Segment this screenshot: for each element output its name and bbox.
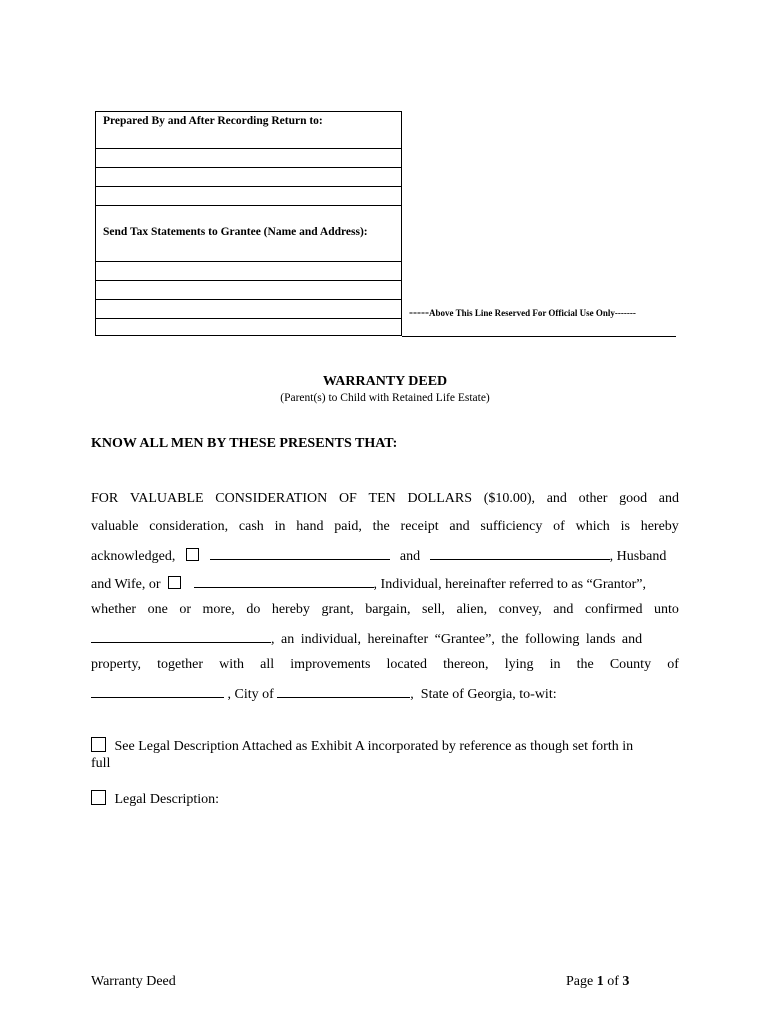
word: sufficiency (480, 519, 543, 534)
body-line-3 (91, 546, 679, 566)
legal-attached-option (91, 737, 681, 756)
word: thereon, (443, 657, 489, 672)
legal-description-checkbox[interactable] (91, 790, 106, 805)
word: sell, (421, 602, 445, 617)
word: unto (654, 602, 679, 617)
know-all-men-heading: KNOW ALL MEN BY THESE PRESENTS THAT: (91, 436, 398, 451)
word: VALUABLE (129, 491, 204, 506)
footer-document-name: Warranty Deed (91, 974, 176, 989)
word: and (553, 602, 574, 617)
grantee-address-line-2[interactable] (96, 280, 401, 281)
grantee-address-line-3[interactable] (96, 299, 401, 300)
word: OF (338, 491, 357, 506)
word: hand (296, 519, 324, 534)
word: the (576, 657, 594, 672)
husband-text: , Husband (609, 549, 667, 564)
word: located (386, 657, 427, 672)
state-text: , State of Georgia, to-wit: (410, 687, 557, 702)
word: FOR (91, 491, 119, 506)
word: confirmed (584, 602, 643, 617)
county-field[interactable] (91, 684, 224, 698)
individual-checkbox[interactable] (168, 576, 181, 589)
body-line-2 (91, 518, 679, 536)
word: consideration, (149, 519, 229, 534)
word: do (246, 602, 261, 617)
word: and (546, 491, 567, 506)
word: DOLLARS (407, 491, 472, 506)
page-number (566, 974, 629, 990)
return-to-line-2[interactable] (96, 167, 401, 168)
word: County (609, 657, 652, 672)
grantee-address-line-4[interactable] (96, 318, 401, 319)
word: hereby (271, 602, 310, 617)
word: of (667, 657, 679, 672)
word: lying (504, 657, 534, 672)
word: in (549, 657, 561, 672)
official-use-text: Above This Line Reserved For Official Use Only------- (428, 308, 636, 318)
return-to-line-4[interactable] (96, 205, 401, 206)
page-of: of (603, 974, 623, 989)
document-subtitle: (Parent(s) to Child with Retained Life Estate) (280, 392, 490, 404)
word: and (449, 519, 470, 534)
husband-name-field[interactable] (210, 546, 390, 560)
grantee-address-line-1[interactable] (96, 261, 401, 262)
grantee-name-field[interactable] (91, 629, 271, 643)
word: other (578, 491, 608, 506)
word: good (619, 491, 648, 506)
word: the (372, 519, 390, 534)
body-line-7 (91, 656, 679, 674)
word: in (274, 519, 286, 534)
word: more, (202, 602, 235, 617)
word: alien, (456, 602, 488, 617)
word: whether (91, 602, 137, 617)
grantee-text: , an individual, hereinafter “Grantee”, the following lands and (271, 632, 643, 647)
recording-info-box (95, 111, 402, 336)
and-wife-or-text: and Wife, or (91, 577, 161, 592)
page-prefix: Page (566, 974, 597, 989)
word: property, (91, 657, 142, 672)
word: receipt (400, 519, 439, 534)
send-tax-label: Send Tax Statements to Grantee (Name and Address): (103, 226, 368, 238)
word: ($10.00), (483, 491, 536, 506)
body-line-4 (91, 574, 679, 594)
word: paid, (334, 519, 362, 534)
official-use-dashes: ----- (409, 305, 429, 319)
individual-text: , Individual, hereinafter referred to as “Grantor”, (373, 577, 647, 592)
page-current: 1 (596, 974, 604, 989)
return-to-line-3[interactable] (96, 186, 401, 187)
body-line-8 (91, 684, 679, 704)
word: convey, (498, 602, 542, 617)
word: of (553, 519, 565, 534)
word: TEN (368, 491, 396, 506)
and-text: and (399, 549, 421, 564)
return-to-line-1[interactable] (96, 148, 401, 149)
body-line-1 (91, 490, 679, 508)
legal-description-label: Legal Description: (114, 792, 220, 807)
word: improvements (290, 657, 371, 672)
acknowledged-text: acknowledged, (91, 549, 176, 564)
body-line-5 (91, 601, 679, 619)
word: hereby (640, 519, 679, 534)
legal-attached-label: See Legal Description Attached as Exhibit A incorporated by reference as though set forth in (114, 739, 634, 754)
legal-attached-cont: full (91, 756, 111, 771)
wife-name-field[interactable] (430, 546, 610, 560)
word: grant, (321, 602, 354, 617)
body-line-6 (91, 629, 679, 649)
word: which (575, 519, 610, 534)
legal-description-option (91, 790, 219, 809)
word: cash (238, 519, 264, 534)
city-of-text: , City of (224, 687, 278, 702)
prepared-by-label: Prepared By and After Recording Return to: (103, 115, 323, 127)
word: or (179, 602, 192, 617)
page-total: 3 (622, 974, 630, 989)
word: all (260, 657, 275, 672)
word: with (219, 657, 245, 672)
individual-grantor-name-field[interactable] (194, 574, 374, 588)
document-title: WARRANTY DEED (322, 374, 448, 389)
word: valuable (91, 519, 139, 534)
word: one (147, 602, 168, 617)
word: is (620, 519, 630, 534)
official-use-line (402, 336, 676, 337)
word: bargain, (365, 602, 411, 617)
word: and (658, 491, 679, 506)
official-use-note (409, 305, 636, 320)
word: together (157, 657, 204, 672)
legal-attached-checkbox[interactable] (91, 737, 106, 752)
husband-wife-checkbox[interactable] (186, 548, 199, 561)
word: CONSIDERATION (215, 491, 328, 506)
city-field[interactable] (277, 684, 410, 698)
